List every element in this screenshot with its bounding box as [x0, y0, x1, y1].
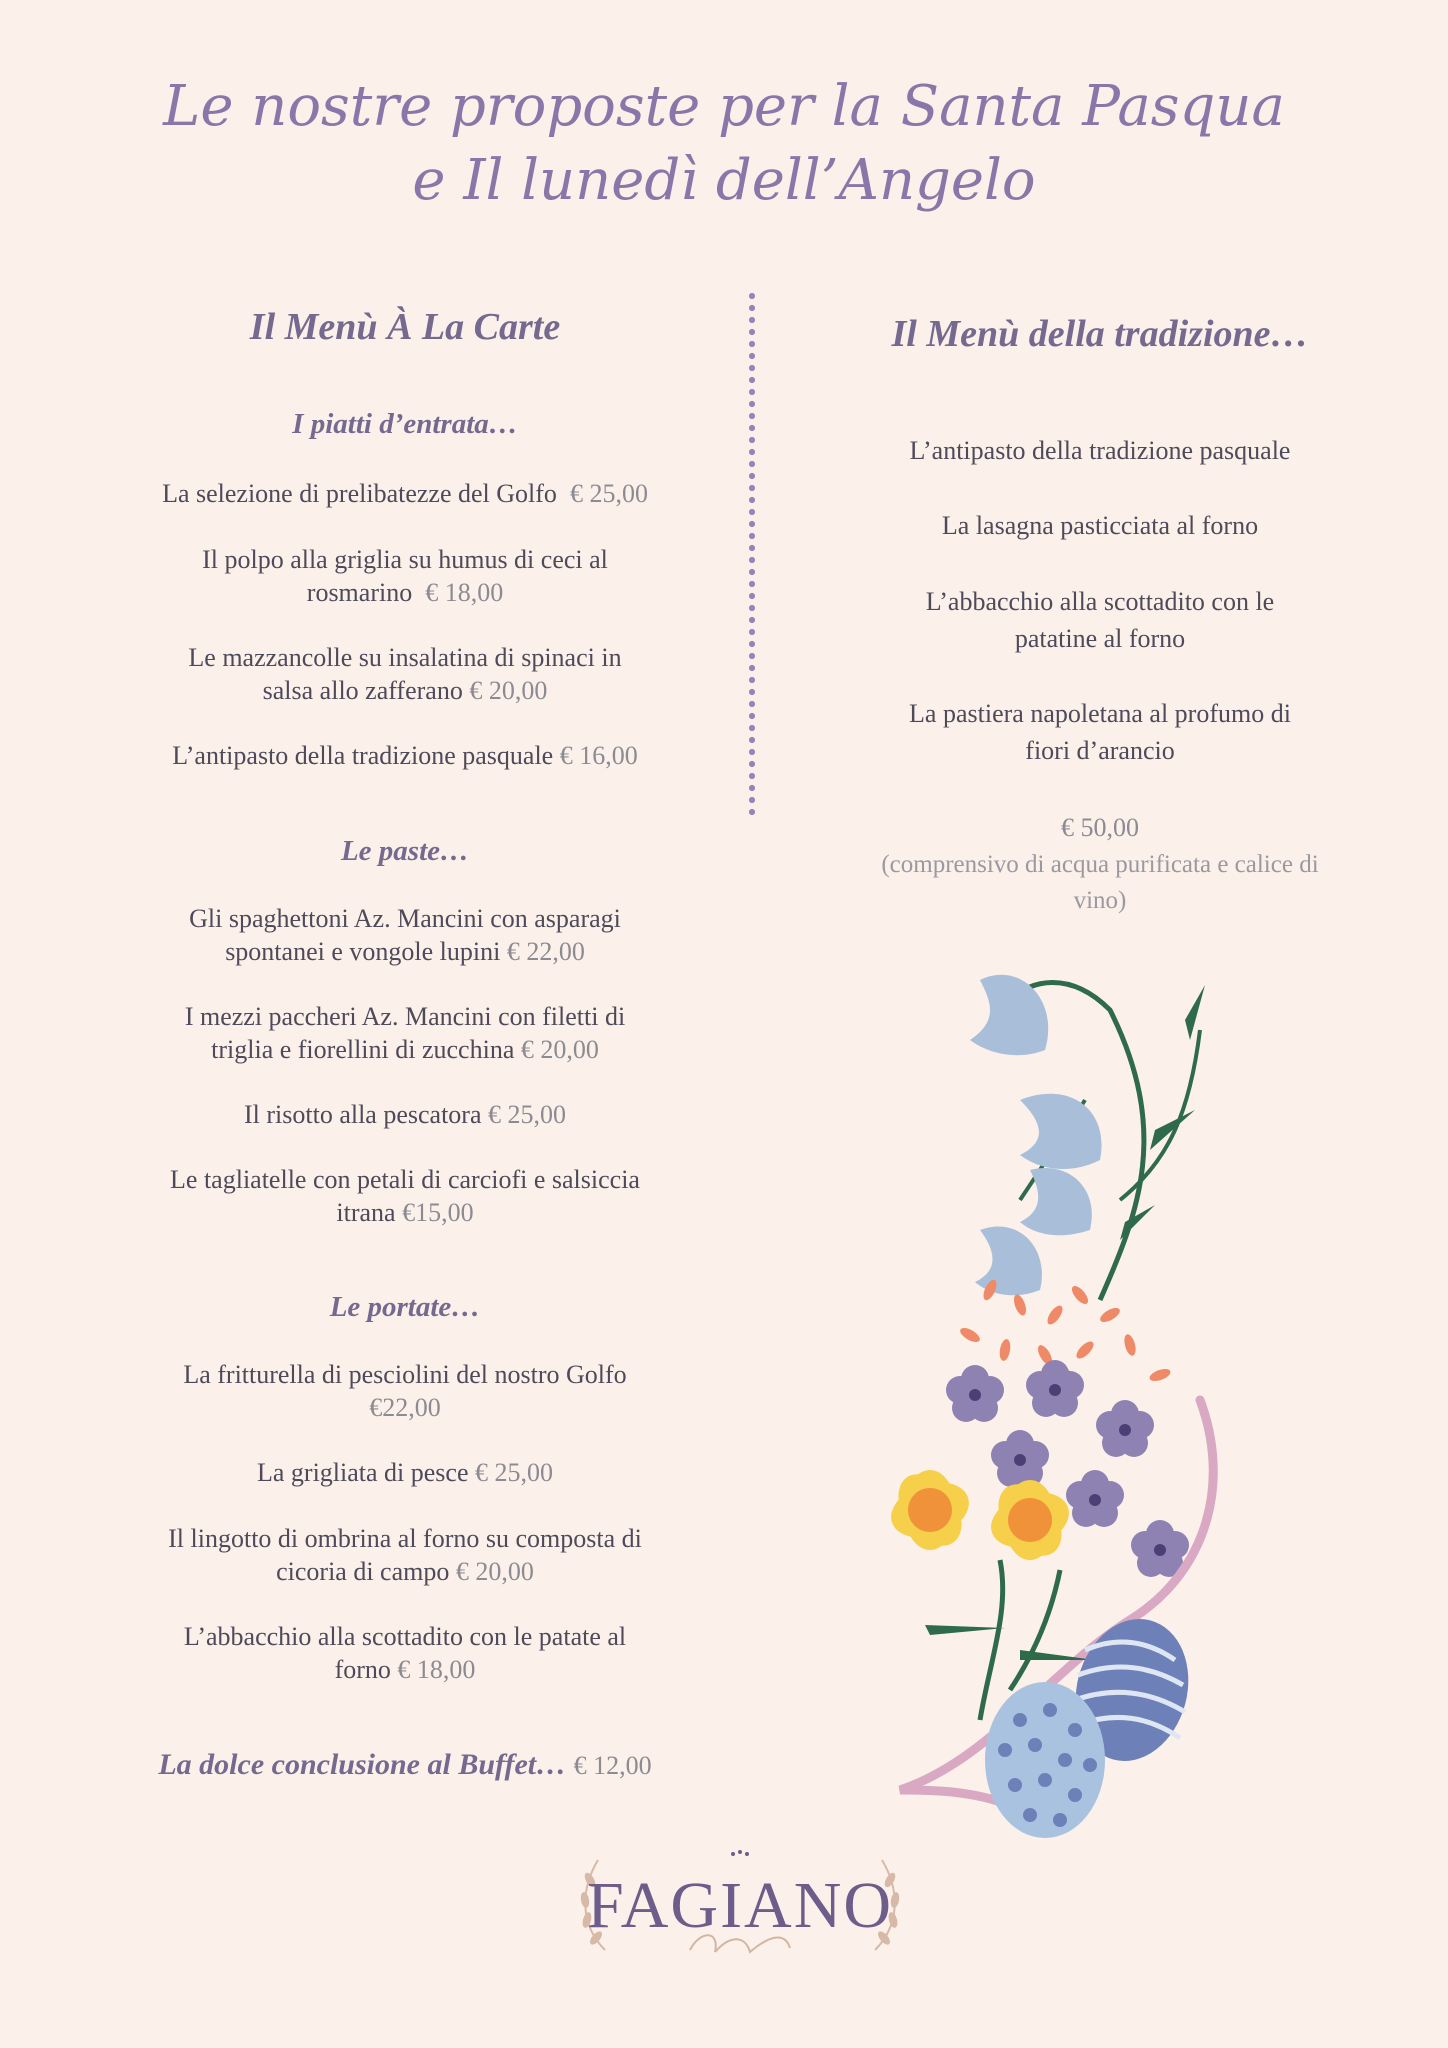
daffodil-flower — [884, 1462, 976, 1557]
menu-item: La pastiera napoletana al profumo di fiori d’arancio — [909, 699, 1291, 765]
logo-wordmark: FAGIANO — [586, 1869, 894, 1942]
menu-item: Il risotto alla pescatora € 25,00 — [243, 1100, 567, 1129]
menu-item: La grigliata di pesce € 25,00 — [256, 1458, 554, 1487]
menu-item: L’abbacchio alla scottadito con le patatine al forno — [925, 587, 1275, 653]
fagiano-logo — [570, 1840, 910, 1970]
tradition-price: € 50,00 — [1061, 813, 1139, 842]
item-price: € 18,00 — [397, 1655, 476, 1684]
stem — [1010, 1570, 1060, 1690]
menu-item: L’abbacchio alla scottadito con le patate al forno € 18,00 — [183, 1622, 627, 1684]
menu-item: Il lingotto di ombrina al forno su composta di cicoria di campo € 20,00 — [168, 1524, 642, 1586]
item-price: € 22,00 — [506, 937, 585, 966]
item-price: € 25,00 — [569, 479, 648, 508]
menu-item: La fritturella di pesciolini del nostro Golfo €22,00 — [80, 1358, 730, 1424]
item-price: €15,00 — [402, 1198, 474, 1227]
easter-floral-illustration — [870, 960, 1340, 1840]
menu-item: I mezzi paccheri Az. Mancini con filetti di triglia e fiorellini di zucchina € 20,00 — [184, 1002, 626, 1064]
section-title-entrate: I piatti d’entrata… — [292, 408, 518, 440]
violet-flowers — [946, 1360, 1189, 1577]
title-line-2: e Il lunedì dell’Angelo — [412, 148, 1036, 213]
item-price: € 20,00 — [520, 1035, 599, 1064]
item-price: € 25,00 — [475, 1458, 554, 1487]
bluebell-flower — [1020, 1168, 1092, 1235]
item-price: € 20,00 — [469, 676, 548, 705]
item-price: € 20,00 — [455, 1557, 534, 1586]
menu-item: La selezione di prelibatezze del Golfo € 25,00 — [162, 479, 648, 508]
dessert-line — [80, 1748, 730, 1782]
tradition-title: Il Menù della tradizione… — [891, 313, 1309, 355]
a-la-carte-title: Il Menù À La Carte — [249, 306, 561, 348]
menu-item: Le mazzancolle su insalatina di spinaci in salsa allo zafferano € 20,00 — [188, 643, 622, 705]
menu-item: La lasagna pasticciata al forno — [941, 511, 1259, 540]
section-title-portate: Le portate… — [329, 1291, 481, 1323]
section-title-paste: Le paste… — [340, 835, 470, 867]
dotted-easter-egg — [985, 1682, 1105, 1838]
menu-item: Il polpo alla griglia su humus di ceci al rosmarino € 18,00 — [202, 545, 608, 607]
leaf — [1185, 985, 1205, 1040]
stem — [980, 1560, 1003, 1720]
page-title — [0, 70, 1448, 218]
menu-item: Le tagliatelle con petali di carciofi e salsiccia itrana €15,00 — [170, 1165, 640, 1227]
item-price: € 16,00 — [559, 741, 638, 770]
item-price: € 18,00 — [425, 578, 504, 607]
daffodil-flower — [984, 1472, 1076, 1567]
leaf — [925, 1625, 1005, 1635]
dotted-divider — [748, 290, 756, 815]
menu-item: Gli spaghettoni Az. Mancini con asparagi spontanei e vongole lupini € 22,00 — [189, 904, 621, 966]
bluebell-flower — [975, 1226, 1042, 1295]
dessert-label: La dolce conclusione al Buffet… — [158, 1748, 567, 1781]
tradition-price-note: (comprensivo di acqua purificata e calice di vino) — [881, 851, 1319, 914]
item-price: €22,00 — [369, 1393, 441, 1422]
leaf — [1120, 1205, 1155, 1240]
leaf — [1150, 1110, 1195, 1150]
menu-item: L’antipasto della tradizione pasquale — [909, 436, 1291, 465]
title-line-1: Le nostre proposte per la Santa Pasqua — [163, 74, 1285, 139]
item-price: € 25,00 — [488, 1100, 567, 1129]
menu-item: L’antipasto della tradizione pasquale € 16,00 — [172, 741, 638, 770]
dessert-price: € 12,00 — [573, 1751, 652, 1780]
bluebell-flower — [1020, 1094, 1102, 1169]
